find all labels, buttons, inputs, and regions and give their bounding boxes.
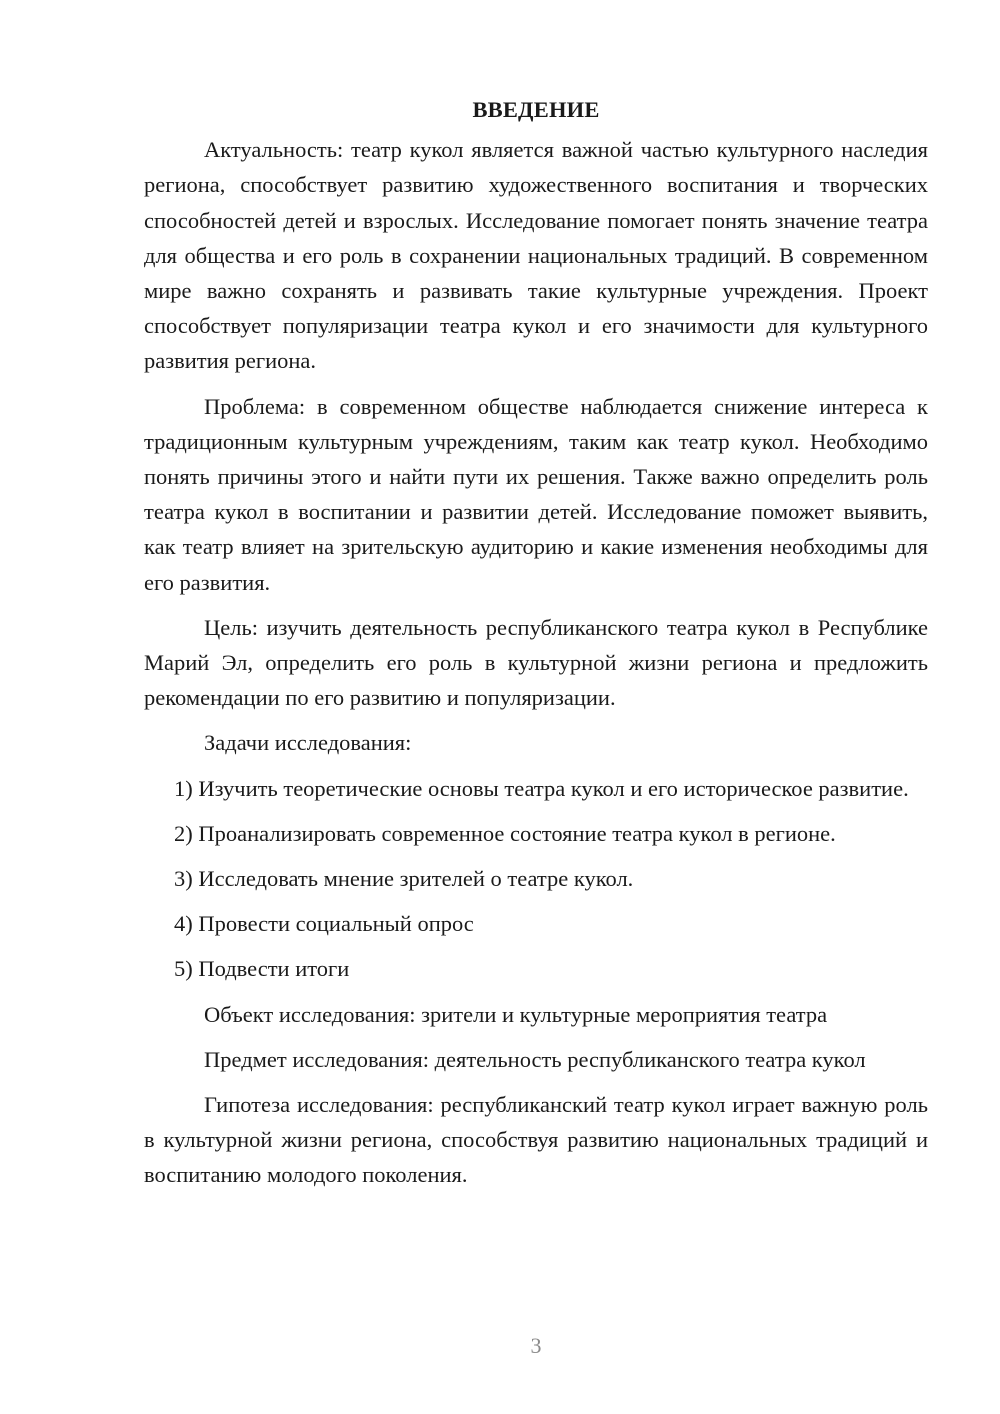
object-paragraph: Объект исследования: зрители и культурные мероприятия театра: [204, 1001, 828, 1027]
task-item: 3) Исследовать мнение зрителей о театре кукол.: [174, 866, 634, 892]
goal-paragraph: Цель: изучить деятельность республиканского театра кукол в Республике Марий Эл, определить его роль в культурной жизни региона и предложить рекомендации по его развитию и популяризации.: [144, 614, 928, 711]
problem-paragraph: Проблема: в современном обществе наблюдается снижение интереса к традиционным культурным учреждениям, таким как театр кукол. Необходимо понять причины этого и найти пути их решения. Также важно определить роль театра кукол в воспитании и развитии детей. Исследование поможет выявить, как театр влияет на зрительскую аудиторию и какие изменения необходимы для его развития.: [144, 393, 928, 595]
task-item: 4) Провести социальный опрос: [174, 911, 474, 937]
page-number: 3: [530, 1333, 542, 1358]
page-content: [144, 92, 928, 1193]
subject-paragraph: Предмет исследования: деятельность республиканского театра кукол: [204, 1046, 866, 1072]
tasks-title: Задачи исследования:: [204, 730, 412, 756]
section-heading: ВВЕДЕНИЕ: [472, 97, 600, 122]
hypothesis-paragraph: Гипотеза исследования: республиканский театр кукол играет важную роль в культурной жизни региона, способствуя развитию национальных традиций и воспитанию молодого поколения.: [144, 1092, 928, 1188]
task-item: 1) Изучить теоретические основы театра кукол и его историческое развитие.: [174, 775, 909, 801]
relevance-paragraph: Актуальность: театр кукол является важной частью культурного наследия региона, способствует развитию художественного воспитания и творческих способностей детей и взрослых. Исследование помогает понять значение театра для общества и его роль в сохранении национальных традиций. В современном мире важно сохранять и развивать такие культурные учреждения. Проект способствует популяризации театра кукол и его значимости для культурного развития региона.: [144, 137, 928, 374]
task-item: 5) Подвести итоги: [174, 956, 350, 982]
task-item: 2) Проанализировать современное состояние театра кукол в регионе.: [174, 820, 836, 846]
